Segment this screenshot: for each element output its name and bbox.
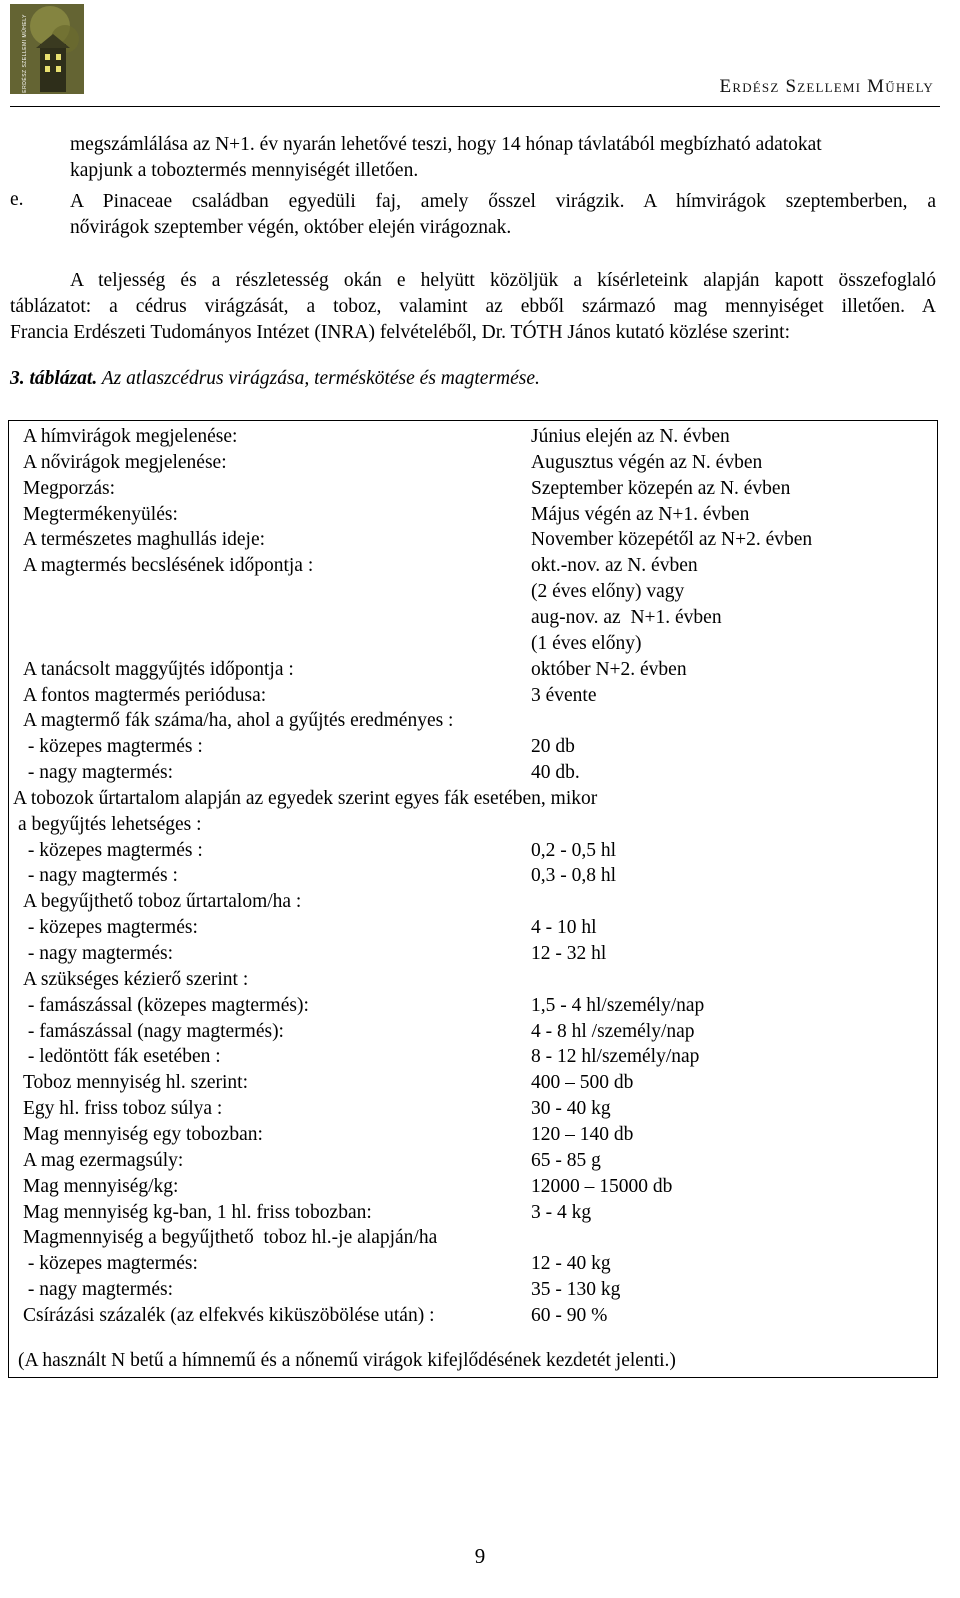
row-label: A hímvirágok megjelenése: (23, 426, 238, 447)
text-line: A Pinaceae családban egyedüli faj, amely ősszel virágzik. A hímvirágok szeptemberben, a (70, 191, 936, 212)
row-value: 35 - 130 kg (531, 1279, 621, 1301)
row-value: 12 - 40 kg (531, 1253, 611, 1275)
row-value: Június elején az N. évben (531, 426, 730, 447)
row-label: A szükséges kézierő szerint : (23, 968, 249, 990)
data-table (8, 420, 938, 1378)
row-value: (1 éves előny) (531, 632, 642, 654)
row-value: 1,5 - 4 hl/személy/nap (531, 994, 705, 1016)
page-number: 9 (474, 1544, 486, 1568)
header-divider (10, 106, 940, 107)
row-label: - famászással (nagy magtermés): (23, 1020, 284, 1042)
row-label: - ledöntött fák esetében : (23, 1046, 221, 1068)
row-value: (2 éves előny) vagy (531, 581, 685, 603)
body-paragraph (10, 268, 936, 346)
table-caption (10, 368, 540, 390)
text-line: megszámlálása az N+1. év nyarán lehetővé teszi, hogy 14 hónap távlatából megbízható adatokat (70, 134, 822, 155)
row-label: - nagy magtermés : (23, 865, 178, 887)
row-value: 65 - 85 g (531, 1149, 601, 1171)
row-value: 4 - 10 hl (531, 917, 597, 939)
row-value: 4 - 8 hl /személy/nap (531, 1020, 695, 1042)
row-label: A magtermő fák száma/ha, ahol a gyűjtés eredményes : (23, 710, 454, 732)
row-value: aug-nov. az N+1. évben (531, 606, 722, 628)
text-line: Francia Erdészeti Tudományos Intézet (INRA) felvételéből, Dr. TÓTH János kutató közlése szerint: (10, 322, 790, 343)
row-label: A magtermés becslésének időpontja : (23, 555, 314, 577)
row-label: A tanácsolt maggyűjtés időpontja : (23, 658, 294, 680)
row-value: 400 – 500 db (531, 1072, 634, 1094)
row-label: Mag mennyiség/kg: (23, 1175, 179, 1197)
row-label: - nagy magtermés: (23, 943, 173, 964)
row-label: A begyűjthető toboz űrtartalom/ha : (23, 891, 302, 913)
table-footnote: (A használt N betű a hímnemű és a nőnemű virágok kifejlődésének kezdetét jelenti.) (18, 1350, 676, 1371)
text-line: kapjunk a toboztermés mennyiségét illetően. (70, 160, 419, 181)
table-number: 3. táblázat. (10, 368, 98, 389)
row-label: - közepes magtermés : (23, 736, 203, 758)
row-value: október N+2. évben (531, 658, 687, 680)
row-label: Mag mennyiség kg-ban, 1 hl. friss tobozban: (23, 1201, 372, 1223)
row-label: - közepes magtermés : (23, 839, 203, 861)
text-line: táblázatot: a cédrus virágzását, a toboz, valamint az ebből származó mag mennyiséget illetően. A (10, 296, 936, 317)
logo (10, 4, 84, 94)
list-marker-e: e. (10, 189, 24, 210)
text-line: nővirágok szeptember végén, október elején virágoznak. (70, 217, 512, 238)
row-label: - nagy magtermés: (23, 762, 173, 784)
list-item-e (70, 189, 936, 241)
row-label: Mag mennyiség egy tobozban: (23, 1123, 263, 1145)
row-value: 0,3 - 0,8 hl (531, 865, 617, 887)
row-label: A fontos magtermés periódusa: (23, 684, 267, 706)
row-value: 12000 – 15000 db (531, 1175, 673, 1197)
row-value: 20 db (531, 736, 575, 758)
row-value: okt.-nov. az N. évben (531, 555, 698, 577)
row-value: Augusztus végén az N. évben (531, 451, 763, 473)
row-value: Szeptember közepén az N. évben (531, 477, 791, 499)
row-value: 3 - 4 kg (531, 1201, 592, 1223)
row-value: 3 évente (531, 684, 597, 706)
row-label: A mag ezermagsúly: (23, 1149, 184, 1171)
row-value: November közepétől az N+2. évben (531, 529, 813, 551)
row-label: Megporzás: (23, 477, 116, 499)
text-line: A teljesség és a részletesség okán e helyütt közöljük a kísérleteink alapján kapott összefoglaló (70, 270, 936, 291)
row-label: Megtermékenyülés: (23, 503, 178, 525)
row-label: Csírázási százalék (az elfekvés kiküszöbölése után) : (23, 1304, 435, 1326)
row-value: Május végén az N+1. évben (531, 503, 750, 525)
row-value: 8 - 12 hl/személy/nap (531, 1046, 700, 1068)
site-title: Erdész Szellemi Műhely (719, 76, 934, 97)
row-label: - nagy magtermés: (23, 1279, 173, 1301)
row-value: 30 - 40 kg (531, 1098, 611, 1120)
row-label: Toboz mennyiség hl. szerint: (23, 1072, 249, 1094)
logo-text: ERDÉSZ SZELLEMI MŰHELY (22, 14, 28, 93)
row-label: Egy hl. friss toboz súlya : (23, 1098, 223, 1120)
row-label: - közepes magtermés: (23, 1253, 198, 1275)
row-label: - famászással (közepes magtermés): (23, 994, 309, 1016)
row-label: A természetes maghullás ideje: (23, 529, 266, 551)
row-label: a begyűjtés lehetséges : (18, 813, 202, 835)
row-label: A nővirágok megjelenése: (23, 451, 227, 473)
row-value: 40 db. (531, 762, 580, 784)
row-value: 0,2 - 0,5 hl (531, 839, 617, 861)
row-label: Magmennyiség a begyűjthető toboz hl.-je alapján/ha (23, 1227, 438, 1249)
row-label: - közepes magtermés: (23, 917, 198, 939)
row-value: 12 - 32 hl (531, 943, 607, 964)
row-label: A tobozok űrtartalom alapján az egyedek szerint egyes fák esetében, mikor (13, 787, 598, 809)
row-value: 120 – 140 db (531, 1123, 634, 1145)
continued-list-item (70, 132, 936, 184)
row-value: 60 - 90 % (531, 1304, 608, 1326)
table-title: Az atlaszcédrus virágzása, terméskötése és magtermése. (97, 368, 540, 389)
